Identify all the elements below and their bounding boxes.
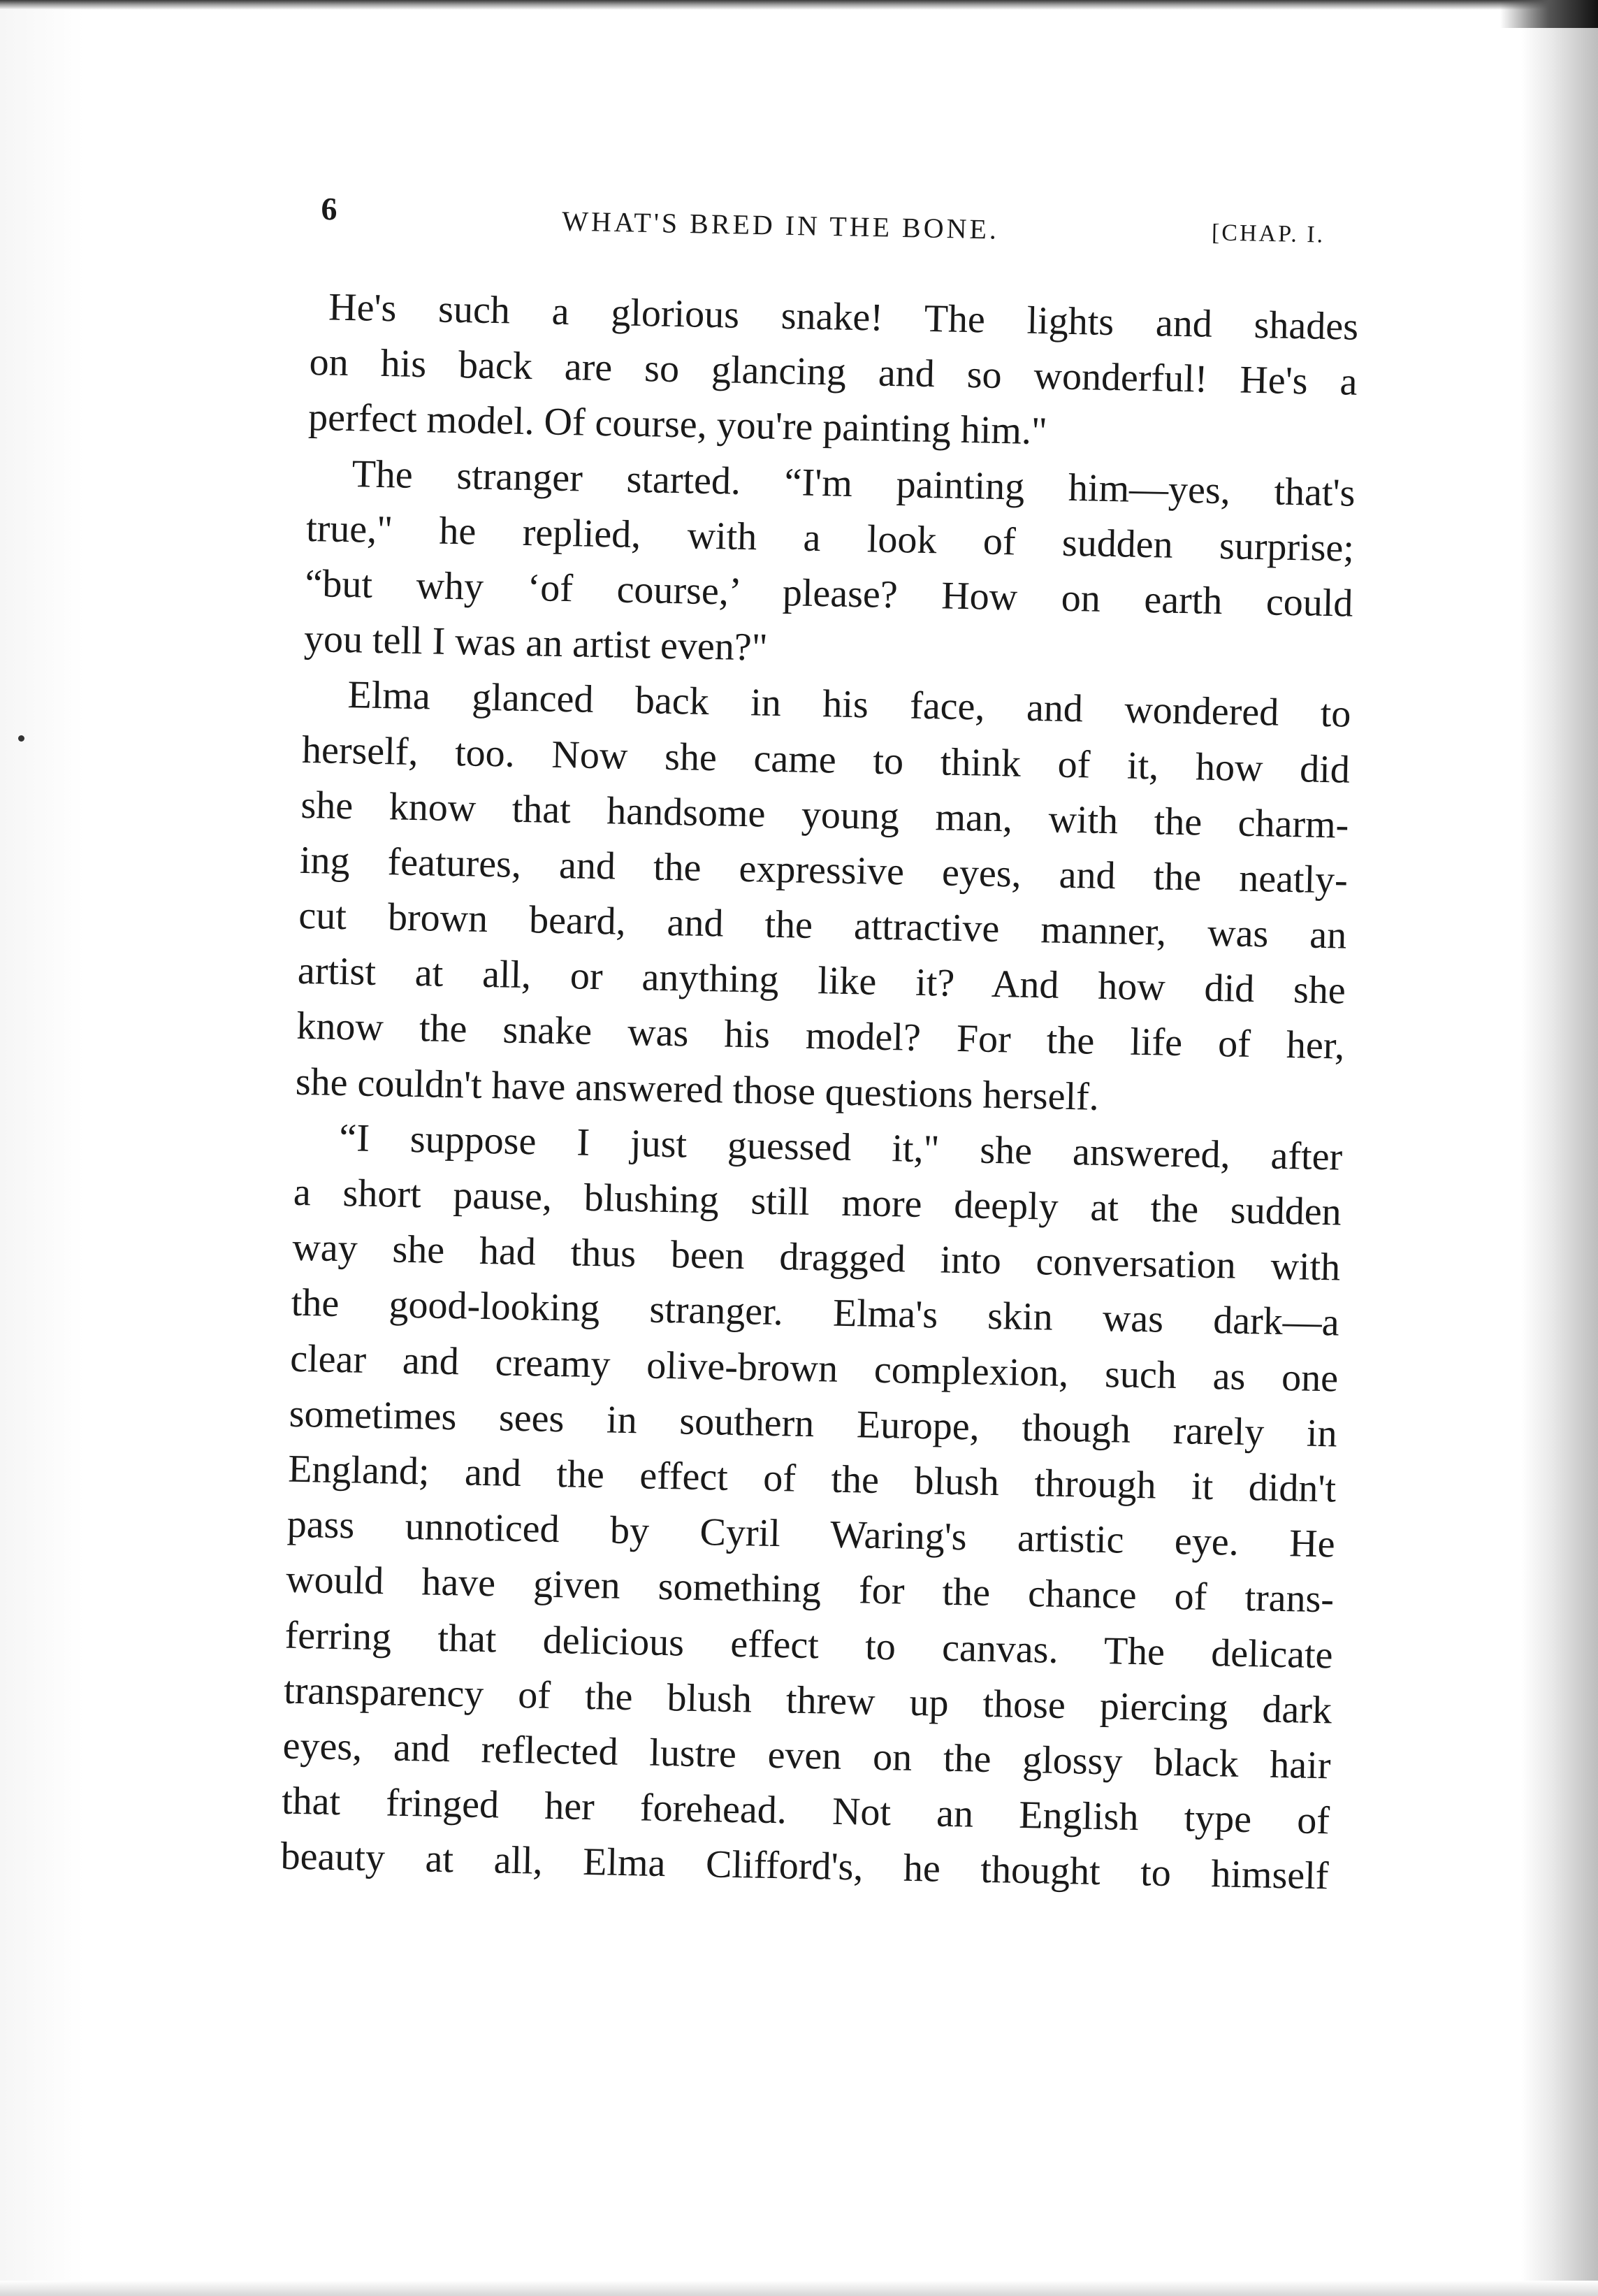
text-line: cut brown beard, and the attractive manner, was an [298, 893, 1347, 958]
chapter-mark: [CHAP. I. [1211, 219, 1325, 248]
page-edge-bottom [0, 2281, 1598, 2296]
page-edge-top [0, 0, 1598, 10]
text-line: ing features, and the expressive eyes, and the neatly- [299, 838, 1349, 902]
text-line: “but why ‘of course,’ please? How on earth could [305, 561, 1353, 626]
text-line: pass unnoticed by Cyril Waring's artistic eye. He [286, 1502, 1336, 1566]
text-line: that fringed her forehead. Not an English type of [281, 1779, 1330, 1843]
running-header [320, 190, 1369, 273]
text-line: England; and the effect of the blush through it didn't [287, 1447, 1337, 1511]
text-line: perfect model. Of course, you're painting him." [307, 396, 1048, 454]
page-number: 6 [321, 190, 337, 227]
text-line: you tell I was an artist even?" [303, 617, 769, 670]
text-line: clear and creamy olive-brown complexion, such as one [289, 1336, 1339, 1401]
text-line: beauty at all, Elma Clifford's, he thought to himself [280, 1834, 1330, 1898]
scan-corner [1500, 0, 1598, 28]
text-line: artist at all, or anything like it? And how did she [297, 949, 1346, 1013]
page-shadow-right [1521, 0, 1598, 2296]
text-line: the good-looking stranger. Elma's skin was dark—a [291, 1281, 1340, 1345]
text-line: He's such a glorious snake! The lights and shades [328, 285, 1359, 349]
text-line: eyes, and reflected lustre even on the glossy black hair [282, 1724, 1332, 1788]
text-line: way she had thus been dragged into conversation with [291, 1225, 1341, 1290]
text-line: she couldn't have answered those questions herself. [295, 1060, 1100, 1119]
body-text [280, 280, 1359, 1905]
text-line: a short pause, blushing still more deeply at the sudden [293, 1170, 1342, 1234]
running-title: WHAT'S BRED IN THE BONE. [561, 205, 1000, 245]
text-line: transparency of the blush threw up those piercing dark [283, 1668, 1332, 1733]
text-line: herself, too. Now she came to think of it, how did [301, 728, 1351, 792]
text-line: ferring that delicious effect to canvas. The delicate [284, 1613, 1334, 1677]
paragraph-start-line: The stranger started. “I'm painting him—yes, that's [351, 452, 1356, 515]
page-shadow-left [0, 0, 84, 2296]
text-line: on his back are so glancing and so wonderful! He's a [309, 340, 1358, 404]
scan-speck [18, 735, 24, 742]
text-line: would have given something for the chance of trans- [285, 1557, 1335, 1622]
paragraph-start-line: “I suppose I just guessed it," she answered, after [338, 1115, 1343, 1179]
text-line: sometimes sees in southern Europe, though rarely in [289, 1392, 1338, 1456]
text-line: know the snake was his model? For the life of her, [296, 1004, 1345, 1069]
paragraph-start-line: Elma glanced back in his face, and wondered to [347, 673, 1351, 736]
text-line: true," he replied, with a look of sudden surprise; [305, 506, 1355, 570]
text-line: she know that handsome young man, with the charm- [300, 783, 1349, 847]
